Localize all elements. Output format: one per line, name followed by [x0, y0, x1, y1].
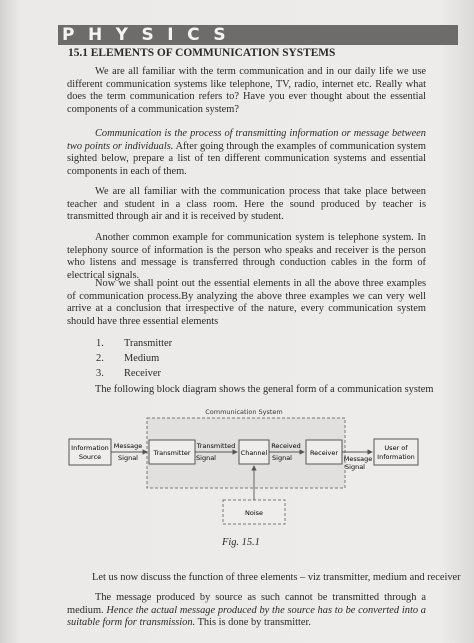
user-of-information-block [374, 439, 418, 465]
definition-followup: After going through the examples of communication system sighted below, prepare a list of ten different communication systems and essential components in each of them. [67, 140, 426, 177]
message-signal-in-line2: Signal [118, 454, 138, 462]
message-signal-out-line2: Signal [345, 463, 365, 471]
section-title: 15.1 ELEMENTS OF COMMUNICATION SYSTEMS [68, 47, 336, 59]
definition-text: Communication is the process of transmitting information or message between two points or individuals. [67, 128, 426, 152]
paragraph-intro-text: We are all familiar with the term communication and in our daily life we use different communication systems like telephone, TV, radio, internet etc. Really what does the term communication refers to? Have you ever thought about the essential components of a communication system? [67, 66, 426, 115]
information-source-block [69, 439, 111, 465]
paragraph-elements [67, 278, 426, 328]
message-signal-out-line1: Message [343, 455, 373, 463]
list-item: 3. Receiver [96, 368, 161, 379]
channel-label: Channel [240, 449, 268, 457]
source-label-line1: Information [71, 444, 109, 452]
paragraph-intro [67, 66, 426, 116]
paragraph-elements-text: Now we shall point out the essential elements in all the above three examples of communication process.By analyzing the above three examples we can very well arrive at a conclusion that irrespective of the nature, every communication system should have three essential elements [67, 278, 426, 327]
transmitted-signal-line1: Transmitted [196, 442, 236, 450]
receiver-label: Receiver [309, 449, 339, 457]
paragraph-classroom [67, 186, 426, 224]
block-diagram [67, 402, 427, 530]
user-label-line1: User of [384, 444, 408, 452]
paragraph-transmitter-italic: Hence the actual message produced by the source has to be converted into a suitable form for transmission. [67, 604, 426, 628]
paragraph-telephone [67, 232, 426, 282]
subject-header: PHYSICS [62, 25, 240, 45]
paragraph-transmitter-end: This is done by transmitter. [195, 617, 312, 628]
system-label: Communication System [205, 408, 283, 416]
source-label-line2: Source [78, 453, 102, 461]
paragraph-definition [67, 128, 426, 178]
diagram-intro: The following block diagram shows the general form of a communication system [95, 384, 434, 395]
list-item: 2. Medium [96, 353, 160, 364]
paragraph-telephone-text: Another common example for communication system is telephone system. In telephony source of information is the person who speaks and receiver is the person who listens and message is transferred through conduction cables in the form of electrical signals. [67, 232, 426, 281]
elements-list [96, 336, 172, 381]
figure-caption: Fig. 15.1 [222, 537, 260, 548]
received-signal-line2: Signal [272, 454, 292, 462]
transmitter-label: Transmitter [153, 449, 191, 457]
paragraph-function-intro: Let us now discuss the function of three elements – viz transmitter, medium and receiver [92, 572, 461, 583]
paragraph-transmitter [67, 592, 426, 630]
message-signal-in-line1: Message [113, 442, 143, 450]
paragraph-transmitter-start: The message produced by source as such cannot be transmitted through a medium. [67, 592, 426, 616]
list-item: 1. Transmitter [96, 338, 173, 349]
noise-label: Noise [244, 509, 264, 517]
received-signal-line1: Received [271, 442, 301, 450]
transmitted-signal-line2: Signal [196, 454, 216, 462]
user-label-line2: Information [377, 453, 415, 461]
paragraph-classroom-text: We are all familiar with the communication process that take place between teacher and student in a class room. Here the sound produced by teacher is transmitted through air and it is received by student. [67, 186, 426, 222]
